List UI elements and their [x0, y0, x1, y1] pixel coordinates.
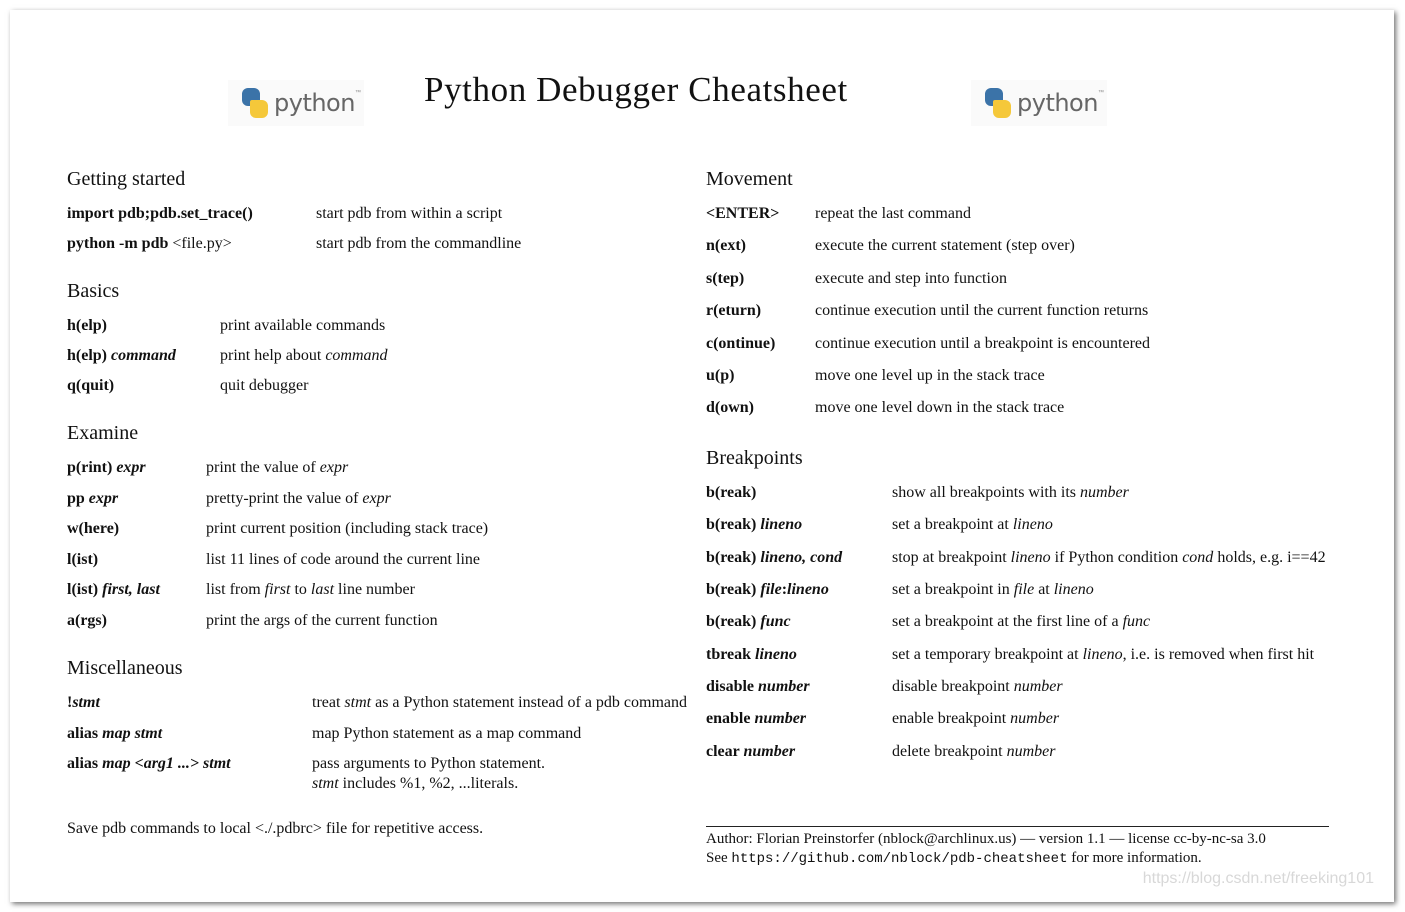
python-snake-icon — [985, 88, 1011, 118]
description — [892, 677, 1329, 709]
text-segment: set a temporary breakpoint at — [892, 645, 1083, 663]
text-segment: c(ontinue) — [706, 334, 776, 352]
section-heading: Miscellaneous — [67, 657, 183, 679]
text-segment: alias — [67, 755, 103, 772]
description — [815, 398, 1329, 430]
text-segment: delete breakpoint — [892, 742, 1007, 760]
text-segment: includes %1, %2, ...literals. — [338, 775, 519, 792]
pdbrc-note: Save pdb commands to local <./.pdbrc> file for repetitive access. — [67, 819, 484, 837]
command-row — [67, 550, 691, 581]
logo-text: python — [1017, 89, 1098, 117]
command-row — [706, 515, 1329, 547]
text-segment: : — [781, 580, 788, 598]
text-segment: <file.py> — [172, 235, 232, 252]
command-row — [67, 724, 691, 755]
description — [206, 458, 691, 489]
command — [706, 269, 815, 301]
command — [67, 489, 206, 520]
command — [706, 548, 892, 580]
description — [815, 204, 1329, 236]
command-row — [706, 334, 1329, 366]
command-row — [706, 580, 1329, 612]
text-segment: u(p) — [706, 366, 735, 384]
command — [67, 754, 312, 805]
command — [67, 458, 206, 489]
text-segment: quit debugger — [220, 377, 309, 394]
logo-tm: ™ — [1097, 90, 1104, 96]
command-table — [67, 693, 691, 805]
text-segment: <ENTER> — [706, 205, 780, 222]
text-segment: enable — [706, 710, 755, 728]
text-segment: number — [754, 710, 807, 728]
text-segment: lineno — [1082, 645, 1123, 663]
python-logo-right — [971, 80, 1107, 126]
command-row — [706, 236, 1329, 268]
text-segment: holds, e.g. i==42 — [1213, 548, 1326, 566]
command-row — [67, 346, 691, 376]
description — [206, 550, 691, 581]
text-segment: s(tep) — [706, 269, 745, 287]
command — [67, 693, 312, 724]
description — [892, 483, 1329, 515]
description — [815, 269, 1329, 301]
text-segment: d(own) — [706, 399, 755, 417]
command-table — [67, 204, 691, 264]
command — [706, 709, 892, 741]
command — [67, 376, 220, 406]
command — [706, 612, 892, 644]
text-segment: func — [1122, 613, 1151, 631]
text-segment: lineno — [1012, 516, 1053, 534]
command — [706, 483, 892, 515]
page-title: Python Debugger Cheatsheet — [424, 70, 848, 109]
command-row — [67, 234, 691, 264]
text-segment: first — [264, 581, 291, 598]
command-row — [67, 204, 691, 234]
command-row — [706, 483, 1329, 515]
command — [67, 519, 206, 550]
command — [67, 611, 206, 642]
command — [67, 234, 316, 264]
section-basics — [67, 278, 691, 406]
text-segment: file — [760, 580, 782, 598]
text-segment: disable — [706, 678, 759, 696]
description — [892, 709, 1329, 741]
command — [706, 645, 892, 677]
description — [220, 346, 691, 376]
command — [706, 366, 815, 398]
text-segment: alias — [67, 724, 103, 742]
logo-tm: ™ — [354, 90, 361, 96]
description — [892, 612, 1329, 644]
text-segment: n(ext) — [706, 237, 746, 255]
command-row — [67, 519, 691, 550]
text-segment: if Python condition — [1050, 548, 1183, 566]
command-table — [706, 204, 1329, 431]
watermark: https://blog.csdn.net/freeking101 — [1142, 870, 1374, 887]
command-row — [706, 645, 1329, 677]
text-segment: lineno — [755, 645, 797, 663]
command-row — [67, 489, 691, 520]
command — [67, 346, 220, 376]
text-segment: python -m pdb — [67, 235, 173, 252]
command — [67, 724, 312, 755]
text-segment: set a breakpoint at the first line of a — [892, 613, 1123, 631]
text-segment: number — [1079, 483, 1129, 501]
text-segment: r(eturn) — [706, 302, 762, 320]
command-row — [706, 742, 1329, 774]
command-row — [67, 611, 691, 642]
text-segment: p(rint) — [67, 459, 117, 476]
cheatsheet-page — [10, 10, 1394, 902]
section-heading: Basics — [67, 280, 120, 302]
logo-text: python — [274, 89, 355, 117]
description — [316, 234, 691, 264]
text-segment: map <arg1 ...> stmt — [102, 755, 231, 772]
text-segment: stmt — [312, 775, 339, 792]
command-row — [706, 709, 1329, 741]
left-column — [67, 166, 691, 839]
text-segment: lineno — [760, 516, 803, 534]
text-segment: command — [111, 347, 176, 364]
text-segment: lineno — [787, 580, 829, 598]
description — [220, 316, 691, 346]
text-segment: clear — [706, 742, 744, 760]
command — [706, 677, 892, 709]
text-segment: func — [760, 613, 791, 631]
text-segment: b(reak) — [706, 483, 757, 501]
text-segment: expr — [88, 489, 119, 507]
text-segment: lineno — [1010, 548, 1051, 566]
text-segment: execute and step into function — [815, 269, 1007, 287]
text-segment: line number — [334, 581, 415, 598]
command-row — [67, 376, 691, 406]
command — [706, 301, 815, 333]
text-segment: enable breakpoint — [892, 710, 1011, 728]
command — [706, 398, 815, 430]
description — [815, 301, 1329, 333]
text-segment: number — [1013, 678, 1063, 696]
text-segment: l(ist) — [67, 550, 99, 568]
text-segment: start pdb from the commandline — [316, 235, 522, 252]
command-row — [67, 316, 691, 346]
text-segment: b(reak) — [706, 548, 761, 566]
text-segment: a(rgs) — [67, 611, 107, 629]
section-getting-started — [67, 166, 691, 264]
section-heading: Getting started — [67, 168, 186, 190]
text-segment: expr — [362, 489, 391, 507]
text-segment: first, last — [102, 581, 160, 598]
description — [815, 236, 1329, 268]
text-segment: cond — [1182, 548, 1214, 566]
command-row — [706, 677, 1329, 709]
command-row — [706, 301, 1329, 333]
text-segment: print available commands — [220, 317, 386, 334]
command-row — [706, 548, 1329, 580]
text-segment: stmt — [72, 694, 100, 711]
text-segment: show all breakpoints with its — [892, 483, 1080, 501]
text-segment: at — [1034, 580, 1054, 598]
text-segment: set a breakpoint at — [892, 516, 1013, 534]
text-segment: print help about — [220, 347, 326, 364]
text-segment: continue execution until a breakpoint is encountered — [815, 334, 1150, 352]
command — [67, 580, 206, 611]
command — [67, 550, 206, 581]
command-row — [706, 612, 1329, 644]
command — [706, 742, 892, 774]
text-segment: number — [1006, 742, 1056, 760]
text-segment: last — [310, 581, 335, 598]
command-row — [67, 754, 691, 805]
text-segment: expr — [116, 459, 146, 476]
text-segment: pretty-print the value of — [206, 489, 363, 507]
text-segment: map Python statement as a map command — [312, 724, 582, 742]
text-segment: repeat the last command — [815, 205, 971, 222]
command-table — [706, 483, 1329, 775]
text-segment: print the args of the current function — [206, 611, 438, 629]
text-segment: lineno, cond — [760, 548, 843, 566]
section-movement — [706, 166, 1329, 431]
text-segment: w(here) — [67, 520, 120, 537]
description — [312, 724, 691, 755]
text-segment: pp — [67, 489, 89, 507]
description — [892, 580, 1329, 612]
text-segment: ! — [67, 694, 73, 711]
text-segment: list from — [206, 581, 265, 598]
description — [892, 548, 1329, 580]
description — [892, 645, 1329, 677]
description — [206, 580, 691, 611]
command — [706, 515, 892, 547]
section-miscellaneous — [67, 655, 691, 805]
text-segment: stmt — [344, 694, 372, 711]
section-breakpoints — [706, 445, 1329, 775]
text-segment: expr — [319, 459, 349, 476]
text-segment: number — [1010, 710, 1060, 728]
footer — [706, 826, 1329, 869]
author-line: Author: Florian Preinstorfer (nblock@archlinux.us) — version 1.1 — license cc-by-nc-sa 3.0 — [706, 831, 1266, 847]
text-segment: to — [290, 581, 311, 598]
text-segment: stop at breakpoint — [892, 548, 1011, 566]
text-segment: move one level up in the stack trace — [815, 366, 1045, 384]
description — [206, 611, 691, 642]
command-row — [706, 269, 1329, 301]
command — [706, 580, 892, 612]
text-segment: q(quit) — [67, 377, 115, 394]
text-segment: b(reak) — [706, 580, 761, 598]
description — [206, 489, 691, 520]
command — [706, 236, 815, 268]
description — [312, 754, 691, 805]
command-row — [706, 366, 1329, 398]
text-segment: print current position (including stack trace) — [206, 520, 489, 537]
repo-link[interactable]: https://github.com/nblock/pdb-cheatsheet — [731, 851, 1068, 867]
info-line — [706, 849, 1329, 869]
text-segment: number — [758, 678, 810, 696]
command — [67, 204, 316, 234]
command-row — [67, 693, 691, 724]
section-heading: Movement — [706, 168, 793, 190]
text-segment: move one level down in the stack trace — [815, 399, 1065, 417]
section-heading: Examine — [67, 422, 139, 444]
command-row — [67, 580, 691, 611]
see-text: See — [706, 850, 732, 866]
section-examine — [67, 420, 691, 641]
text-segment: tbreak — [706, 645, 756, 663]
text-segment: lineno — [1053, 580, 1094, 598]
right-column — [706, 166, 1329, 788]
description — [815, 334, 1329, 366]
text-segment: l(ist) — [67, 581, 103, 598]
description — [206, 519, 691, 550]
text-segment: set a breakpoint in — [892, 580, 1014, 598]
text-segment: b(reak) — [706, 516, 761, 534]
command — [67, 316, 220, 346]
command-table — [67, 458, 691, 641]
command-table — [67, 316, 691, 406]
text-segment: file — [1013, 580, 1035, 598]
text-segment: b(reak) — [706, 613, 761, 631]
text-segment: list 11 lines of code around the current line — [206, 550, 480, 568]
command-row — [706, 398, 1329, 430]
more-text: for more information. — [1067, 850, 1202, 866]
command-row — [706, 204, 1329, 236]
description — [815, 366, 1329, 398]
description — [220, 376, 691, 406]
text-segment: treat — [312, 694, 345, 711]
command — [706, 204, 815, 236]
python-logo-left — [228, 80, 364, 126]
text-segment: execute the current statement (step over) — [815, 237, 1075, 255]
text-segment: number — [743, 742, 796, 760]
description — [316, 204, 691, 234]
text-segment: map stmt — [102, 724, 163, 742]
description — [892, 515, 1329, 547]
text-segment: print the value of — [206, 459, 320, 476]
text-segment: h(elp) — [67, 317, 107, 334]
text-segment: pass arguments to Python statement. — [312, 755, 546, 772]
description — [312, 693, 691, 724]
text-segment: as a Python statement instead of a pdb command — [371, 694, 688, 711]
text-segment: disable breakpoint — [892, 678, 1014, 696]
text-segment: continue execution until the current function returns — [815, 302, 1149, 320]
text-segment: h(elp) — [67, 347, 111, 364]
text-segment: , i.e. is removed when first hit — [1122, 645, 1315, 663]
text-segment: command — [325, 347, 388, 364]
text-segment: import pdb;pdb.set_trace() — [67, 205, 253, 222]
description — [892, 742, 1329, 774]
section-heading: Breakpoints — [706, 446, 803, 469]
text-segment: start pdb from within a script — [316, 205, 503, 222]
command — [706, 334, 815, 366]
command-row — [67, 458, 691, 489]
python-snake-icon — [242, 88, 268, 118]
